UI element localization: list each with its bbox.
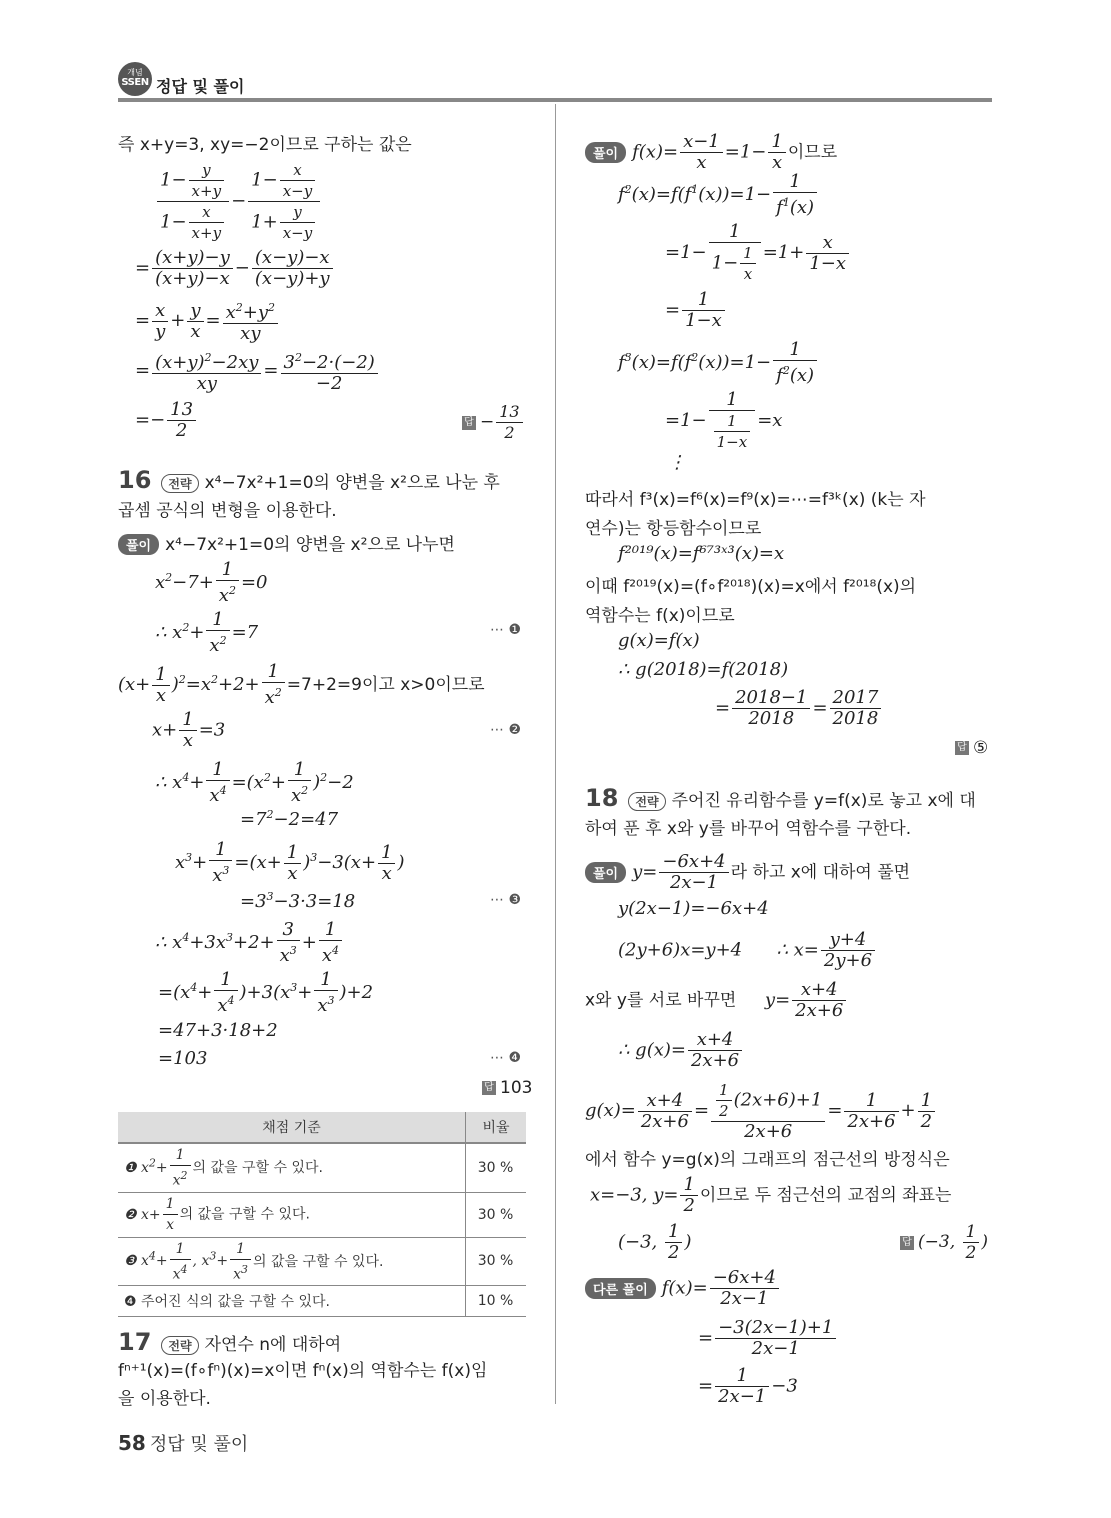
q18-alt-1: 다른 풀이 f(x)= $\frac{-6x+4}{2x-1}$ xyxy=(585,1268,781,1309)
q17-sol-2: $f^2(x)=f(f^1(x))=1-$ $\frac{1}{f^1(x)}$ xyxy=(618,172,819,218)
q17-strategy: 17 전략 자연수 n에 대하여 xyxy=(118,1328,342,1356)
q18-sol-6: g(x)= $\frac{x+4}{2x+6}$ = $\frac{1}{2}$ (2x+6)+1 2x+6 = $\frac{1}{2x+6}$ + $\frac{1}{2}$ xyxy=(585,1080,937,1142)
table-row: ❷ x+ $\frac{1}{x}$ 의 값을 구할 수 있다. 30 % xyxy=(118,1192,526,1237)
q17-sol-5: $f^3(x)=f(f^2(x))=1-$ $\frac{1}{f^2(x)}$ xyxy=(618,340,819,386)
q17-sol-4: = $\frac{1}{1-x}$ xyxy=(665,290,727,331)
q15-answer: 답 − $\frac{13}{2}$ xyxy=(462,402,525,443)
q18-sol-2: y(2x−1)=−6x+4 xyxy=(618,898,769,919)
q18-alt-3: = $\frac{1}{2x-1}$ −3 xyxy=(698,1365,798,1407)
page-number: 58 xyxy=(118,1431,146,1455)
table-row: ❹ 주어진 식의 값을 구할 수 있다. 10 % xyxy=(118,1286,526,1317)
page-footer xyxy=(118,1430,248,1456)
mark-4: ⋯ ❹ xyxy=(490,1050,522,1066)
q16-step-4: x+ $\frac{1}{x}$ =3 xyxy=(152,709,226,751)
q17-text-7: ∴ g(2018)=f(2018) xyxy=(618,659,789,680)
q17-answer: 답 ⑤ xyxy=(955,738,988,758)
q17-text-8: = $\frac{2018-1}{2018}$ = $\frac{2017}{2018}$ xyxy=(715,688,883,729)
mark-1: ⋯ ❶ xyxy=(490,622,522,638)
q18-alt-2: = $\frac{-3(2x-1)+1}{2x-1}$ xyxy=(698,1318,838,1359)
q17-text-1: 따라서 f³(x)=f⁶(x)=f⁹(x)=⋯=f³ᵏ(x) (k는 자 xyxy=(585,490,926,510)
q17-text-2: 연수)는 항등함수이므로 xyxy=(585,519,762,539)
q18-sol-4: x와 y를 서로 바꾸면 y= $\frac{x+4}{2x+6}$ xyxy=(585,980,848,1021)
q18-sol-3: (2y+6)x=y+4 ∴ x= $\frac{y+4}{2y+6}$ xyxy=(618,930,877,971)
q15-conclusion: 즉 x+y=3, xy=−2이므로 구하는 값은 xyxy=(118,135,412,155)
q17-text-4: 이때 f²⁰¹⁹(x)=(f∘f²⁰¹⁸)(x)=x에서 f²⁰¹⁸(x)의 xyxy=(585,577,917,597)
q16-step-12: =103 xyxy=(158,1048,208,1069)
answer-icon: 답 xyxy=(462,416,476,430)
answer-icon: 답 xyxy=(955,741,969,755)
q16-solution-intro: 풀이 x⁴−7x²+1=0의 양변을 x²으로 나누면 xyxy=(118,530,455,555)
q17-text-6: g(x)=f(x) xyxy=(618,630,700,651)
q16-step-9: ∴ $x^4+3x^3+2+$ $\frac{3}{x^3}$ + $\frac{1}{x^4}$ xyxy=(155,920,344,966)
q18-sol-5: ∴ g(x)= $\frac{x+4}{2x+6}$ xyxy=(618,1030,744,1071)
q17-text-3: f²⁰¹⁹(x)=f⁶⁷³ˣ³(x)=x xyxy=(618,543,785,564)
q15-expr-2: = $\frac{(x+y)-y}{(x+y)-x}$ − $\frac{(x-y)-x}{(x-y)+y}$ xyxy=(135,248,335,289)
q18-answer: 답 (−3, $\frac{1}{2}$ ) xyxy=(900,1222,988,1263)
mark-3: ⋯ ❸ xyxy=(490,892,522,908)
q18-sol-8: x=−3, y= $\frac{1}{2}$ 이므로 두 점근선의 교점의 좌표는 xyxy=(590,1174,952,1216)
footer-title: 정답 및 풀이 xyxy=(149,1434,249,1455)
q18-sol-9: (−3, $\frac{1}{2}$ ) xyxy=(618,1221,692,1263)
brand-logo: 개념 SSEN xyxy=(118,62,152,96)
page-header xyxy=(118,62,992,102)
scoring-table xyxy=(118,1112,526,1317)
q15-expr-3: = $\frac{x}{y}$ + $\frac{y}{x}$ = $\frac{x^2+y^2}{xy}$ xyxy=(135,298,280,344)
q16-step-11: =47+3·18+2 xyxy=(158,1020,278,1041)
q16-step-5: ∴ $x^4+$ $\frac{1}{x^4}$ $=(x^2+$ $\frac{1}{x^2}$ )$^2$−2 xyxy=(155,759,354,806)
q17-text-5: 역함수는 f(x)이므로 xyxy=(585,606,735,626)
q18-sol-7: 에서 함수 y=g(x)의 그래프의 점근선의 방정식은 xyxy=(585,1150,950,1170)
q16-step-10: $=(x^4+$ $\frac{1}{x^4}$ )$+3(x^3+$ $\frac{1}{x^3}$ )+2 xyxy=(158,969,374,1016)
q16-answer: 답 103 xyxy=(482,1078,532,1098)
q16-strategy: 16 전략 x⁴−7x²+1=0의 양변을 x²으로 나눈 후 xyxy=(118,466,500,494)
table-row: ❸ $x^4+$ $\frac{1}{x^4}$ , $x^3+$ $\frac{1}{x^3}$ 의 값을 구할 수 있다. 30 % xyxy=(118,1237,526,1286)
q15-expr-4: = $\frac{(x+y)^2-2xy}{xy}$ = $\frac{3^2-2\cdot(-2)}{-2}$ xyxy=(135,348,380,394)
q16-step-2: ∴ $x^2+$ $\frac{1}{x^2}$ =7 xyxy=(155,609,259,656)
q17-dots: ⋮ xyxy=(668,452,686,473)
column-divider xyxy=(555,104,556,1404)
table-row: ❶ $x^2+$ $\frac{1}{x^2}$ 의 값을 구할 수 있다. 30 % xyxy=(118,1143,526,1192)
q16-step-8: $=3^3-3\cdot 3=18$ xyxy=(240,890,356,912)
q16-step-1: $x^2-7+$ $\frac{1}{x^2}$ =0 xyxy=(155,559,268,606)
q16-step-7: $x^3+$ $\frac{1}{x^3}$ =(x+ $\frac{1}{x}$ )$^3$−3(x+ $\frac{1}{x}$ ) xyxy=(175,839,405,886)
q17-sol-3: =1− 1 1− $\frac{1}{x}$ =1+ $\frac{x}{1-x}$ xyxy=(665,222,851,284)
q17-strategy-3: 을 이용한다. xyxy=(118,1389,211,1409)
q17-sol-1: 풀이 f(x)= $\frac{x-1}{x}$ =1− $\frac{1}{x}$ 이므로 xyxy=(585,132,837,173)
q17-strategy-2: fⁿ⁺¹(x)=(f∘fⁿ)(x)=x이면 fⁿ(x)의 역함수는 f(x)임 xyxy=(118,1361,488,1381)
header-title: 정답 및 풀이 xyxy=(156,77,245,96)
answer-icon: 답 xyxy=(900,1236,914,1250)
q17-sol-6: =1− $\frac{1}{\frac{1}{1-x}}$ =x xyxy=(665,389,783,451)
answer-icon: 답 xyxy=(482,1081,496,1095)
q16-step-6: $=7^2-2=47$ xyxy=(240,808,339,830)
mark-2: ⋯ ❷ xyxy=(490,722,522,738)
q15-expr-5: =− $\frac{13}{2}$ xyxy=(135,400,198,441)
header-rule xyxy=(118,98,992,102)
q18-strategy: 18 전략 주어진 유리함수를 y=f(x)로 놓고 x에 대 xyxy=(585,784,976,812)
table-header-ratio: 비율 xyxy=(466,1112,527,1143)
q16-strategy-2: 곱셈 공식의 변형을 이용한다. xyxy=(118,501,337,521)
table-header-criteria: 채점 기준 xyxy=(118,1112,466,1143)
q18-strategy-2: 하여 푼 후 x와 y를 바꾸어 역함수를 구한다. xyxy=(585,819,912,839)
q16-step-3: (x+ $\frac{1}{x}$ )$^2=x^2+2+$ $\frac{1}{x^2}$ =7+2=9이고 x>0이므로 xyxy=(118,661,485,708)
q15-expr-1: 1− $\frac{y}{x+y}$ 1− $\frac{x}{x+y}$ − 1− $\frac{x}{x-y}$ 1+ $\frac{y}{x-y}$ xyxy=(155,160,322,243)
q18-sol-1: 풀이 y= $\frac{-6x+4}{2x-1}$ 라 하고 x에 대하여 풀면 xyxy=(585,852,910,893)
